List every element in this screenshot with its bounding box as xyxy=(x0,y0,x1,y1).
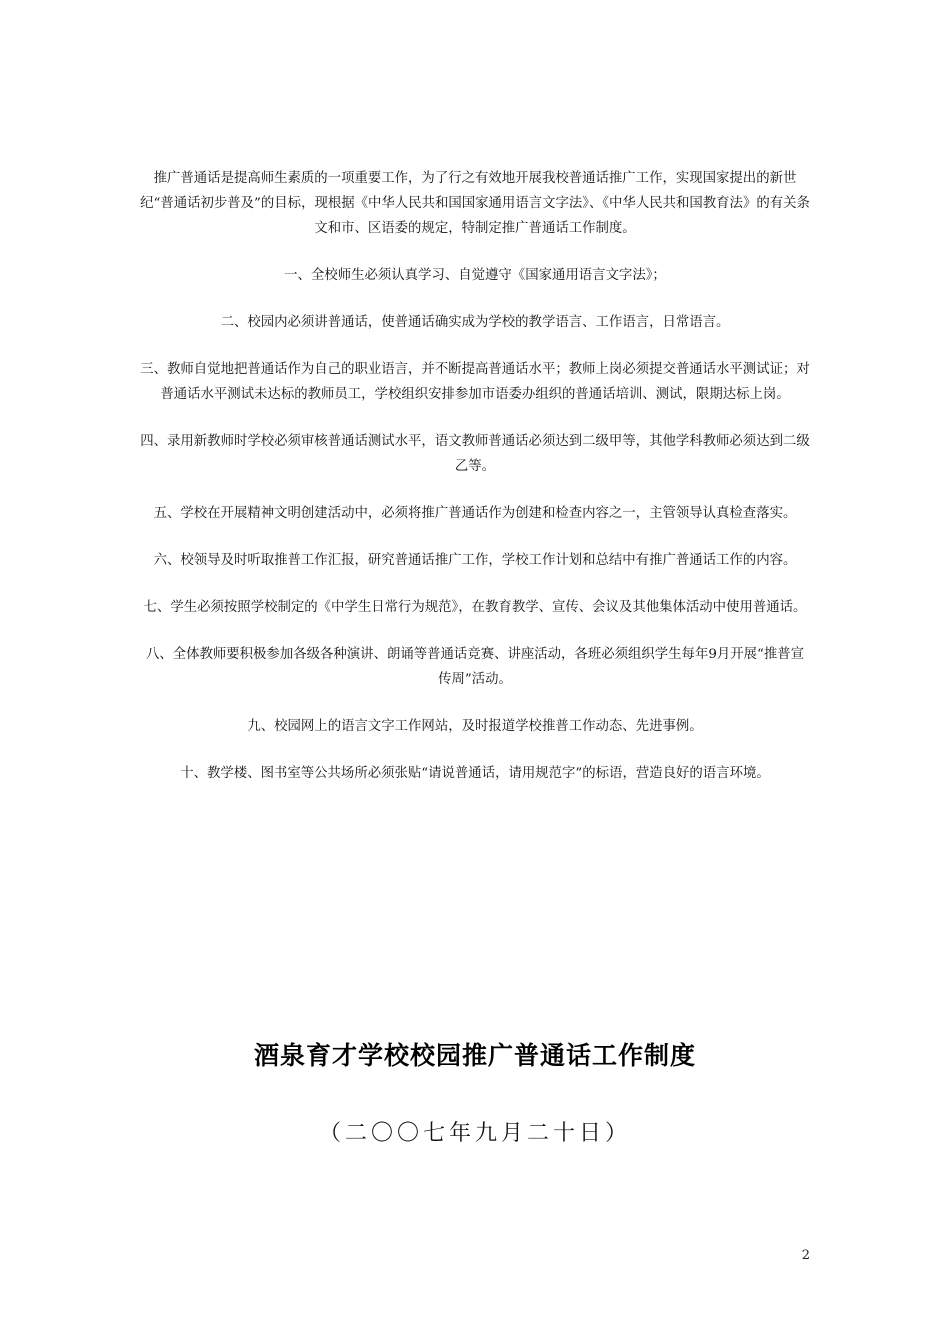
document-title: 酒泉育才学校校园推广普通话工作制度 xyxy=(253,1041,696,1070)
rule-item-2: 二、校园内必须讲普通话，使普通话确实成为学校的教学语言、工作语言，日常语言。 xyxy=(220,315,730,330)
page-number: 2 xyxy=(801,1248,810,1263)
rule-item-8: 八、全体教师要积极参加各级各种演讲、朗诵等普通话竞赛、讲座活动，各班必须组织学生每年9月开展“推普宣传周”活动。 xyxy=(145,647,805,687)
rule-item-4: 四、录用新教师时学校必须审核普通话测试水平，语文教师普通话必须达到二级甲等，其他学科教师必须达到二级乙等。 xyxy=(140,434,810,474)
rule-item-5: 五、学校在开展精神文明创建活动中，必须将推广普通话作为创建和检查内容之一，主管领导认真检查落实。 xyxy=(153,506,797,521)
rule-item-7: 七、学生必须按照学校制定的《中学生日常行为规范》，在教育教学、宣传、会议及其他集体活动中使用普通话。 xyxy=(143,600,807,615)
intro-paragraph: 推广普通话是提高师生素质的一项重要工作，为了行之有效地开展我校普通话推广工作，实现国家提出的新世纪“普通话初步普及”的目标，现根据《中华人民共和国国家通用语言文字法》、《中华人民共和国教育法》的有关条文和市、区语委的规定，特制定推广普通话工作制度。 xyxy=(140,171,810,236)
document-date: （二〇〇七年九月二十日） xyxy=(318,1121,631,1146)
rule-item-3: 三、教师自觉地把普通话作为自己的职业语言，并不断提高普通话水平；教师上岗必须提交普通话水平测试证；对普通话水平测试未达标的教师员工，学校组织安排参加市语委办组织的普通话培训、测试，限期达标上岗。 xyxy=(140,362,810,402)
rule-item-9: 九、校园网上的语言文字工作网站，及时报道学校推普工作动态、先进事例。 xyxy=(247,719,703,734)
document-body xyxy=(140,166,810,808)
rule-item-1: 一、全校师生必须认真学习、自觉遵守《国家通用语言文字法》； xyxy=(284,268,666,283)
rule-item-10: 十、教学楼、图书室等公共场所必须张贴“请说普通话，请用规范字”的标语，营造良好的语言环境。 xyxy=(180,766,770,781)
rule-item-6: 六、校领导及时听取推普工作汇报，研究普通话推广工作，学校工作计划和总结中有推广普通话工作的内容。 xyxy=(153,553,797,568)
